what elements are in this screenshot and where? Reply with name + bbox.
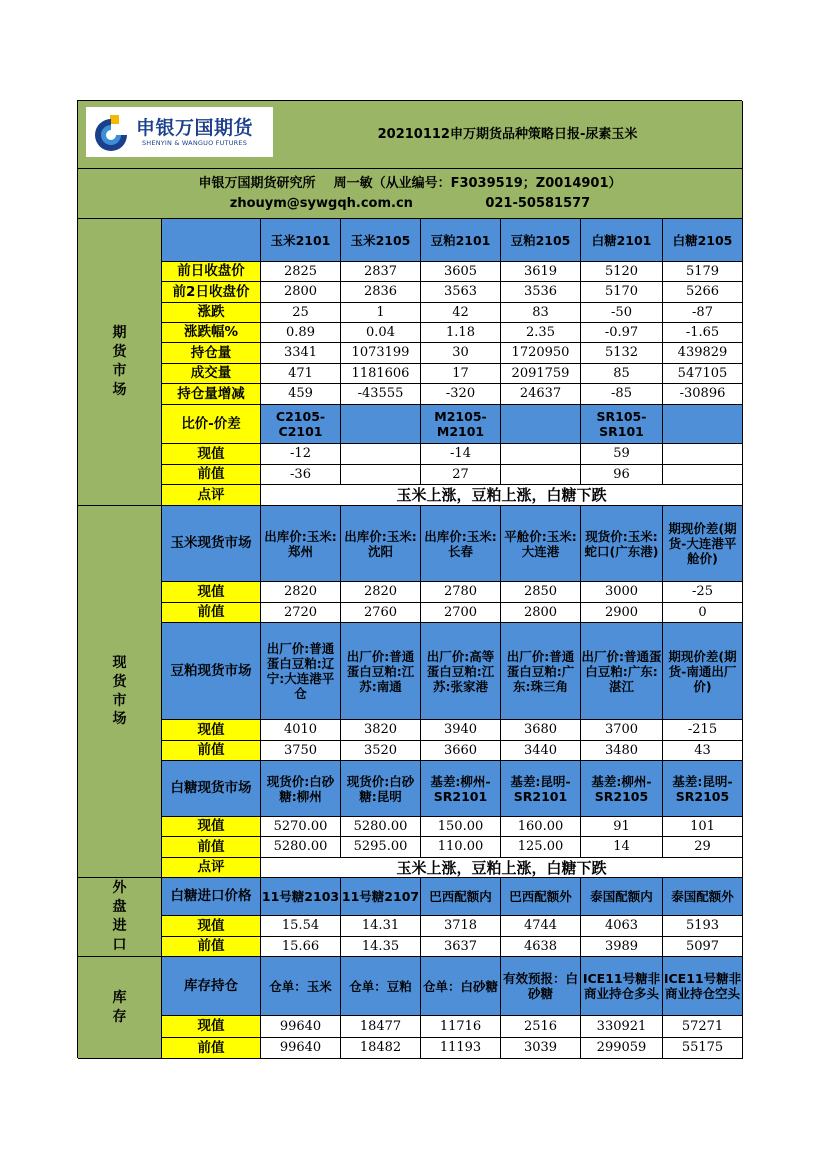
futures-cell: 85 <box>581 364 663 384</box>
spot-cell: 5270.00 <box>261 817 341 837</box>
spread-cell: -12 <box>261 444 341 465</box>
contract-header: 豆粕2101 <box>421 219 501 262</box>
inventory-header: ICE11号糖非商业持仓多头 <box>581 957 663 1016</box>
futures-row-label: 前日收盘价 <box>162 262 261 282</box>
spread-header <box>663 405 743 444</box>
inventory-cell: 11716 <box>421 1016 501 1038</box>
futures-header-blank <box>162 219 261 262</box>
spot-header: 出厂价:普通蛋白豆粕:辽宁:大连港平仓 <box>261 623 341 720</box>
futures-cell: 439829 <box>663 343 743 364</box>
spot-cell: -215 <box>663 720 743 741</box>
spot-row-label: 前值 <box>162 741 261 761</box>
spot-cell: 2760 <box>341 603 421 623</box>
futures-cell: 2.35 <box>501 323 581 343</box>
section-spot-market: 现货市场 <box>78 506 162 878</box>
spot-cell: 2780 <box>421 582 501 603</box>
futures-cell: 30 <box>421 343 501 364</box>
futures-cell: 17 <box>421 364 501 384</box>
spread-cell <box>663 444 743 465</box>
futures-cell: 42 <box>421 303 501 323</box>
futures-row-label: 持仓量增减 <box>162 384 261 405</box>
futures-cell: 3619 <box>501 262 581 282</box>
spot-cell: 4010 <box>261 720 341 741</box>
futures-row-label: 涨跌幅% <box>162 323 261 343</box>
spot-group-label: 玉米现货市场 <box>162 506 261 582</box>
external-cell: 14.31 <box>341 916 421 937</box>
futures-cell: 2800 <box>261 282 341 303</box>
spot-header: 出库价:玉米:沈阳 <box>341 506 421 582</box>
futures-cell: 2825 <box>261 262 341 282</box>
spot-cell: 101 <box>663 817 743 837</box>
futures-cell: 1.18 <box>421 323 501 343</box>
futures-row-label: 前2日收盘价 <box>162 282 261 303</box>
inventory-header: ICE11号糖非商业持仓空头 <box>663 957 743 1016</box>
spot-header: 出库价:玉米:长春 <box>421 506 501 582</box>
external-header: 泰国配额外 <box>663 878 743 916</box>
futures-row-label: 涨跌 <box>162 303 261 323</box>
inventory-cell: 3039 <box>501 1038 581 1059</box>
spread-header: M2105-M2101 <box>421 405 501 444</box>
external-cell: 14.35 <box>341 937 421 957</box>
inventory-label: 库存持仓 <box>162 957 261 1016</box>
contract-header: 玉米2101 <box>261 219 341 262</box>
spot-cell: 14 <box>581 837 663 858</box>
spot-header: 出库价:玉米:郑州 <box>261 506 341 582</box>
spread-cell <box>341 465 421 485</box>
spread-cell: -36 <box>261 465 341 485</box>
spread-cell <box>663 465 743 485</box>
spot-cell: -25 <box>663 582 743 603</box>
logo-mark-icon <box>90 111 132 153</box>
spot-header: 现货价:白砂糖:柳州 <box>261 761 341 817</box>
spot-cell: 3700 <box>581 720 663 741</box>
inventory-header: 有效预报：白砂糖 <box>501 957 581 1016</box>
report-header <box>78 101 743 169</box>
external-header: 巴西配额内 <box>421 878 501 916</box>
external-header: 11号糖2107 <box>341 878 421 916</box>
futures-cell: -87 <box>663 303 743 323</box>
spread-cell <box>341 444 421 465</box>
futures-row-label: 持仓量 <box>162 343 261 364</box>
external-header: 巴西配额外 <box>501 878 581 916</box>
spot-row-label: 现值 <box>162 817 261 837</box>
contact-line[interactable]: zhouym@sywgqh.com.cn 021-50581577 <box>229 195 591 211</box>
spot-header: 出厂价:普通蛋白豆粕:江苏:南通 <box>341 623 421 720</box>
spot-cell: 3940 <box>421 720 501 741</box>
futures-cell: 83 <box>501 303 581 323</box>
report-title: 20210112申万期货品种策略日报-尿素玉米 <box>377 126 638 142</box>
spot-header: 出厂价:普通蛋白豆粕:广东:珠三角 <box>501 623 581 720</box>
spot-comment: 玉米上涨，豆粕上涨，白糖下跌 <box>261 858 743 878</box>
section-inventory: 库存 <box>78 957 162 1059</box>
futures-cell: 1181606 <box>341 364 421 384</box>
futures-cell: -1.65 <box>663 323 743 343</box>
spot-header: 现货价:白砂糖:昆明 <box>341 761 421 817</box>
spot-header: 期现价差(期货-大连港平舱价) <box>663 506 743 582</box>
spot-header: 期现价差(期货-南通出厂价) <box>663 623 743 720</box>
spread-row-label: 现值 <box>162 444 261 465</box>
inventory-cell: 299059 <box>581 1038 663 1059</box>
spot-header: 基差:昆明-SR2105 <box>663 761 743 817</box>
inventory-cell: 18477 <box>341 1016 421 1038</box>
futures-cell: 5170 <box>581 282 663 303</box>
spot-header: 基差:昆明-SR2101 <box>501 761 581 817</box>
inventory-cell: 57271 <box>663 1016 743 1038</box>
inventory-header: 仓单：玉米 <box>261 957 341 1016</box>
futures-cell: 0.04 <box>341 323 421 343</box>
futures-comment-label: 点评 <box>162 485 261 506</box>
spot-header: 出厂价:高等蛋白豆粕:江苏:张家港 <box>421 623 501 720</box>
inventory-cell: 55175 <box>663 1038 743 1059</box>
futures-cell: 5120 <box>581 262 663 282</box>
spot-cell: 0 <box>663 603 743 623</box>
external-cell: 3718 <box>421 916 501 937</box>
spread-cell: 27 <box>421 465 501 485</box>
external-cell: 15.54 <box>261 916 341 937</box>
inventory-cell: 2516 <box>501 1016 581 1038</box>
spread-header: SR105-SR101 <box>581 405 663 444</box>
external-cell: 15.66 <box>261 937 341 957</box>
spot-group-label: 豆粕现货市场 <box>162 623 261 720</box>
inventory-row-label: 现值 <box>162 1016 261 1038</box>
external-row-label: 前值 <box>162 937 261 957</box>
futures-cell: 0.89 <box>261 323 341 343</box>
external-cell: 3637 <box>421 937 501 957</box>
futures-cell: -0.97 <box>581 323 663 343</box>
spot-cell: 43 <box>663 741 743 761</box>
logo-text-en: SHENYIN & WANGUO FUTURES <box>141 138 248 147</box>
futures-row-label: 成交量 <box>162 364 261 384</box>
futures-cell: -43555 <box>341 384 421 405</box>
spot-cell: 160.00 <box>501 817 581 837</box>
external-cell: 4744 <box>501 916 581 937</box>
futures-cell: 1720950 <box>501 343 581 364</box>
logo-text-cn: 申银万国期货 <box>136 116 254 139</box>
external-row-label: 现值 <box>162 916 261 937</box>
futures-cell: 5132 <box>581 343 663 364</box>
spot-cell: 3820 <box>341 720 421 741</box>
spot-row-label: 前值 <box>162 837 261 858</box>
spot-cell: 2720 <box>261 603 341 623</box>
spot-cell: 2900 <box>581 603 663 623</box>
futures-cell: -30896 <box>663 384 743 405</box>
inventory-cell: 99640 <box>261 1016 341 1038</box>
spot-header: 平舱价:玉米:大连港 <box>501 506 581 582</box>
contract-header: 玉米2105 <box>341 219 421 262</box>
contract-header: 白糖2101 <box>581 219 663 262</box>
strategy-report-sheet <box>77 100 742 1058</box>
external-header: 泰国配额内 <box>581 878 663 916</box>
spot-cell: 2800 <box>501 603 581 623</box>
spot-cell: 2820 <box>341 582 421 603</box>
spread-header <box>501 405 581 444</box>
spot-cell: 3680 <box>501 720 581 741</box>
spot-cell: 91 <box>581 817 663 837</box>
spot-cell: 2700 <box>421 603 501 623</box>
futures-cell: 5266 <box>663 282 743 303</box>
futures-cell: 3605 <box>421 262 501 282</box>
external-cell: 3989 <box>581 937 663 957</box>
external-cell: 5097 <box>663 937 743 957</box>
spot-cell: 5295.00 <box>341 837 421 858</box>
external-cell: 4638 <box>501 937 581 957</box>
inventory-cell: 330921 <box>581 1016 663 1038</box>
spot-header: 基差:柳州-SR2105 <box>581 761 663 817</box>
spot-cell: 3440 <box>501 741 581 761</box>
inventory-row-label: 前值 <box>162 1038 261 1059</box>
spread-cell: 59 <box>581 444 663 465</box>
spot-cell: 2850 <box>501 582 581 603</box>
spot-row-label: 前值 <box>162 603 261 623</box>
spread-row-label: 前值 <box>162 465 261 485</box>
spot-cell: 3000 <box>581 582 663 603</box>
spread-header <box>341 405 421 444</box>
futures-cell: 459 <box>261 384 341 405</box>
external-cell: 4063 <box>581 916 663 937</box>
futures-cell: 2837 <box>341 262 421 282</box>
external-label: 白糖进口价格 <box>162 878 261 916</box>
spot-cell: 3660 <box>421 741 501 761</box>
inventory-cell: 99640 <box>261 1038 341 1059</box>
futures-cell: 24637 <box>501 384 581 405</box>
external-header: 11号糖2103 <box>261 878 341 916</box>
section-external-market: 外盘进口 <box>78 878 162 957</box>
spot-cell: 3480 <box>581 741 663 761</box>
spot-cell: 2820 <box>261 582 341 603</box>
inventory-cell: 18482 <box>341 1038 421 1059</box>
contract-header: 豆粕2105 <box>501 219 581 262</box>
spot-cell: 5280.00 <box>261 837 341 858</box>
futures-cell: 1 <box>341 303 421 323</box>
spot-row-label: 现值 <box>162 720 261 741</box>
futures-cell: -50 <box>581 303 663 323</box>
futures-cell: 3536 <box>501 282 581 303</box>
spread-cell: 96 <box>581 465 663 485</box>
spread-header: C2105-C2101 <box>261 405 341 444</box>
inventory-header: 仓单：豆粕 <box>341 957 421 1016</box>
spot-row-label: 现值 <box>162 582 261 603</box>
section-futures-market: 期货市场 <box>78 219 162 506</box>
analyst-line: 申银万国期货研究所 周一敏（从业编号：F3039519；Z0014901） <box>198 176 622 191</box>
spot-cell: 3520 <box>341 741 421 761</box>
futures-cell: 3563 <box>421 282 501 303</box>
futures-cell: 2836 <box>341 282 421 303</box>
futures-cell: 547105 <box>663 364 743 384</box>
futures-cell: 5179 <box>663 262 743 282</box>
spot-cell: 110.00 <box>421 837 501 858</box>
futures-comment: 玉米上涨，豆粕上涨，白糖下跌 <box>261 485 743 506</box>
research-info <box>78 169 743 219</box>
spot-cell: 125.00 <box>501 837 581 858</box>
spread-label: 比价-价差 <box>162 405 261 444</box>
external-cell: 5193 <box>663 916 743 937</box>
spot-cell: 5280.00 <box>341 817 421 837</box>
futures-cell: -320 <box>421 384 501 405</box>
spot-cell: 150.00 <box>421 817 501 837</box>
spot-cell: 3750 <box>261 741 341 761</box>
spread-cell <box>501 465 581 485</box>
spot-comment-label: 点评 <box>162 858 261 878</box>
futures-cell: 3341 <box>261 343 341 364</box>
spot-header: 出厂价:普通蛋白豆粕:广东:湛江 <box>581 623 663 720</box>
spot-group-label: 白糖现货市场 <box>162 761 261 817</box>
futures-cell: 2091759 <box>501 364 581 384</box>
futures-cell: 25 <box>261 303 341 323</box>
futures-cell: 471 <box>261 364 341 384</box>
futures-cell: -85 <box>581 384 663 405</box>
spot-cell: 29 <box>663 837 743 858</box>
inventory-header: 仓单：白砂糖 <box>421 957 501 1016</box>
company-logo <box>86 107 273 157</box>
spot-header: 基差:柳州-SR2101 <box>421 761 501 817</box>
spread-cell: -14 <box>421 444 501 465</box>
inventory-cell: 11193 <box>421 1038 501 1059</box>
spot-header: 现货价:玉米:蛇口(广东港) <box>581 506 663 582</box>
futures-cell: 1073199 <box>341 343 421 364</box>
spread-cell <box>501 444 581 465</box>
contract-header: 白糖2105 <box>663 219 743 262</box>
